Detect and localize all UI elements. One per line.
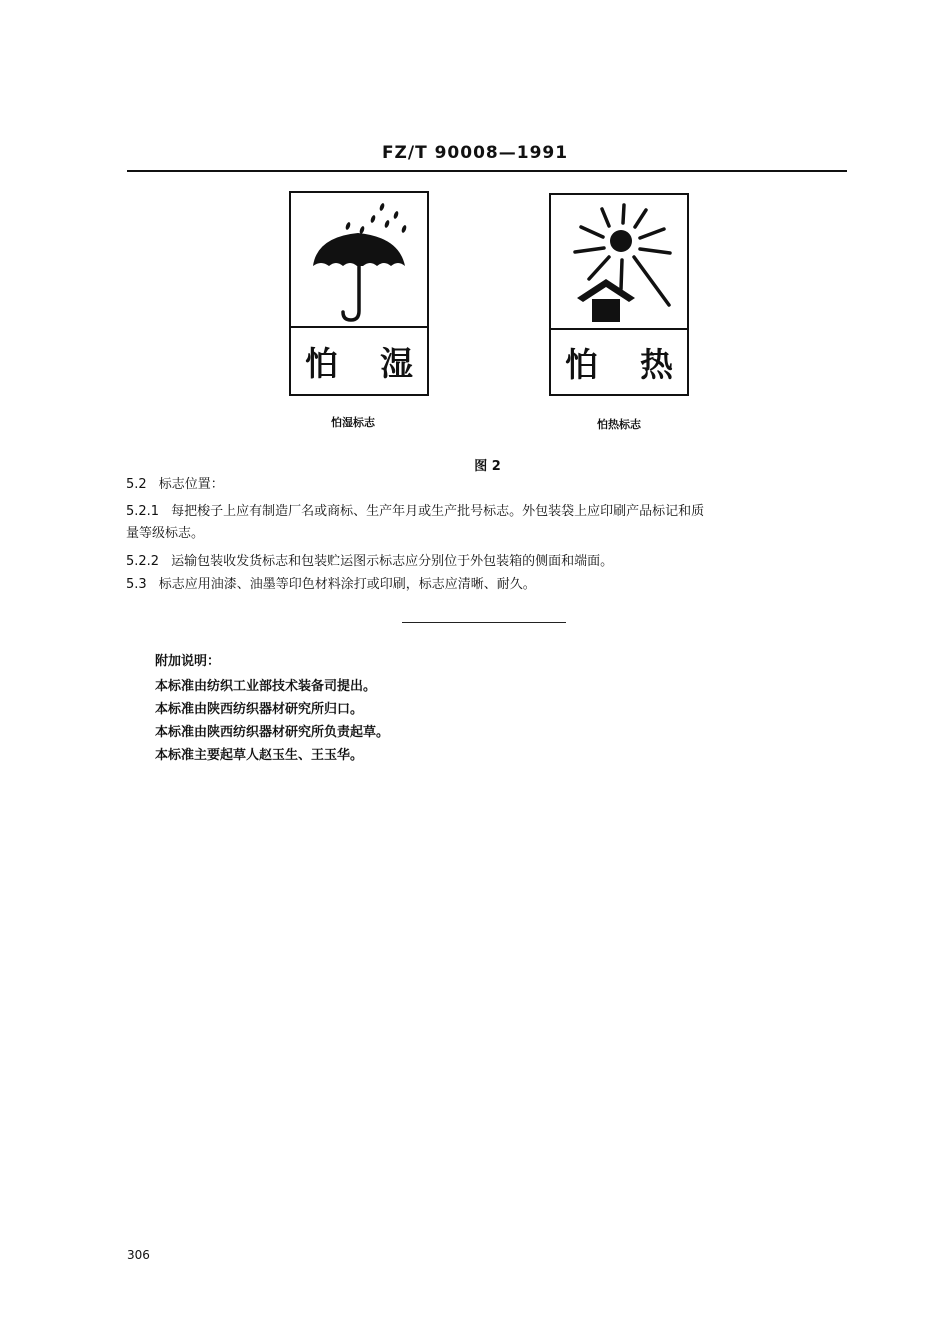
keep-dry-sign [289, 191, 429, 396]
keep-dry-caption: 怕湿标志 [331, 416, 375, 429]
umbrella-icon [291, 193, 423, 326]
sun-house-icon [551, 195, 683, 328]
section-number: 5.2.2 [126, 554, 160, 569]
section-5-3 [126, 574, 536, 595]
section-text: 标志位置： [158, 477, 224, 492]
keep-dry-char-1: 怕 [305, 343, 338, 383]
section-number: 5.3 [126, 577, 147, 592]
keep-cool-caption: 怕热标志 [597, 418, 641, 431]
section-text: 运输包装收发货标志和包装贮运图示标志应分别位于外包装箱的侧面和端面。 [171, 554, 614, 569]
keep-dry-char-2: 湿 [380, 343, 413, 383]
section-5-2-2 [126, 551, 613, 572]
keep-dry-label [291, 328, 427, 394]
keep-cool-char-1: 怕 [565, 344, 598, 384]
section-5-2-1 [126, 501, 704, 522]
section-text: 标志应用油漆、油墨等印色材料涂打或印刷，标志应清晰、耐久。 [158, 577, 536, 592]
notes-line: 本标准由陕西纺织器材研究所负责起草。 [155, 725, 390, 740]
header-rule [127, 170, 847, 172]
section-text: 每把梭子上应有制造厂名或商标、生产年月或生产批号标志。外包装袋上应印刷产品标记和质 [171, 504, 705, 519]
notes-title: 附加说明： [155, 654, 221, 669]
keep-dry-pictogram [291, 193, 427, 328]
section-number: 5.2.1 [126, 504, 160, 519]
document-header: FZ/T 90008—1991 [381, 143, 569, 163]
page-number: 306 [127, 1248, 150, 1262]
notes-line: 本标准由纺织工业部技术装备司提出。 [155, 679, 377, 694]
keep-cool-label [551, 330, 687, 394]
figure-title: 图 2 [474, 459, 501, 474]
notes-line: 本标准由陕西纺织器材研究所归口。 [155, 702, 364, 717]
section-5-2-1-continued: 量等级标志。 [126, 526, 205, 541]
section-number: 5.2 [126, 477, 147, 492]
keep-cool-char-2: 热 [640, 344, 673, 384]
keep-cool-sign [549, 193, 689, 396]
section-5-2 [126, 474, 224, 495]
notes-line: 本标准主要起草人赵玉生、王玉华。 [155, 748, 364, 763]
end-rule [402, 622, 566, 623]
keep-cool-pictogram [551, 195, 687, 330]
